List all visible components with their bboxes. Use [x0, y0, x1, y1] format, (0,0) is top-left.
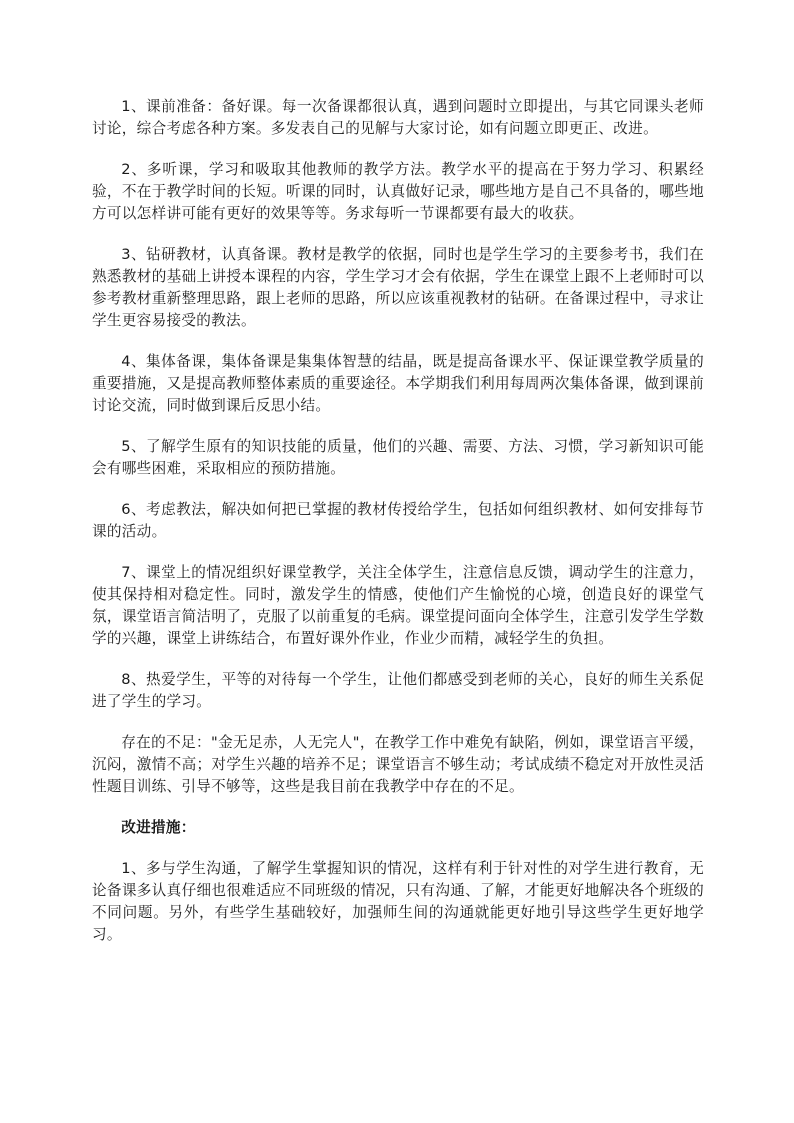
- paragraph-method: 6、考虑教法，解决如何把已掌握的教材传授给学生，包括如何组织教材、如何安排每节课的活动。: [92, 501, 704, 540]
- paragraph-listen: 2、多听课，学习和吸取其他教师的教学方法。教学水平的提高在于努力学习、积累经验，不在于教学时间的长短。听课的同时，认真做好记录，哪些地方是自己不具备的，哪些地方可以怎样讲可能有更好的效果等等。务求每听一节课都要有最大的收获。: [92, 161, 704, 222]
- paragraph-textbook: 3、钻研教材，认真备课。教材是教学的依据，同时也是学生学习的主要参考书，我们在熟悉教材的基础上讲授本课程的内容，学生学习才会有依据，学生在课堂上跟不上老师时可以参考教材重新整理思路，跟上老师的思路，所以应该重视教材的钻研。在备课过程中，寻求让学生更容易接受的教法。: [92, 246, 704, 329]
- paragraph-prep: 1、课前准备：备好课。每一次备课都很认真，遇到问题时立即提出，与其它同课头老师讨论，综合考虑各种方案。多发表自己的见解与大家讨论，如有问题立即更正、改进。: [92, 98, 704, 137]
- paragraph-classroom: 7、课堂上的情况组织好课堂教学，关注全体学生，注意信息反馈，调动学生的注意力，使其保持相对稳定性。同时，激发学生的情感，使他们产生愉悦的心境，创造良好的课堂气氛，课堂语言简洁明了，克服了以前重复的毛病。课堂提问面向全体学生，注意引发学生学数学的兴趣，课堂上讲练结合，布置好课外作业，作业少而精，减轻学生的负担。: [92, 564, 704, 647]
- paragraph-collective: 4、集体备课，集体备课是集集体智慧的结晶，既是提高备课水平、保证课堂教学质量的重要措施，又是提高教师整体素质的重要途径。本学期我们利用每周两次集体备课，做到课前讨论交流，同时做到课后反思小结。: [92, 353, 704, 414]
- section-heading: 改进措施：: [121, 819, 196, 836]
- document-page: [92, 96, 704, 965]
- paragraph-shortcomings: 存在的不足："金无足赤，人无完人"，在教学工作中难免有缺陷，例如，课堂语言平缓，沉闷，激情不高；对学生兴趣的培养不足；课堂语言不够生动；考试成绩不稳定对开放性灵活性题目训练、引导不够等，这些是我目前在我教学中存在的不足。: [92, 734, 704, 795]
- paragraph-improvement-1: 1、多与学生沟通，了解学生掌握知识的情况，这样有利于针对性的对学生进行教育，无论备课多认真仔细也很难适应不同班级的情况，只有沟通、了解，才能更好地解决各个班级的不同问题。另外，有些学生基础较好，加强师生间的沟通就能更好地引导这些学生更好地学习。: [92, 860, 704, 943]
- paragraph-love: 8、热爱学生，平等的对待每一个学生，让他们都感受到老师的关心，良好的师生关系促进了学生的学习。: [92, 671, 704, 710]
- paragraph-students: 5、了解学生原有的知识技能的质量，他们的兴趣、需要、方法、习惯，学习新知识可能会有哪些困难，采取相应的预防措施。: [92, 438, 704, 477]
